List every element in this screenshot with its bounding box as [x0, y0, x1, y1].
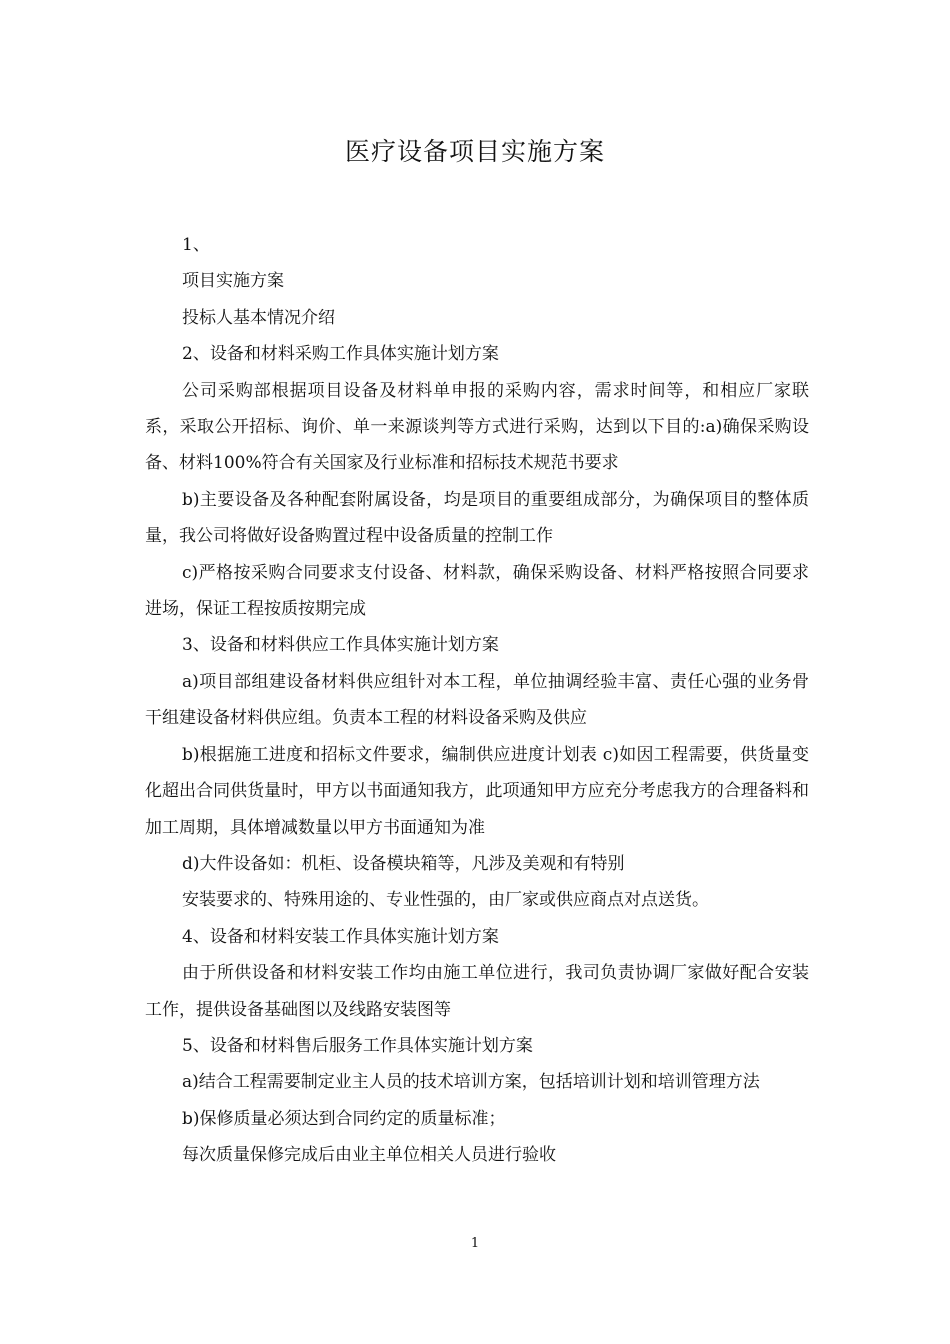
paragraph: a)结合工程需要制定业主人员的技术培训方案，包括培训计划和培训管理方法 [182, 1072, 760, 1093]
section-heading: 3、设备和材料供应工作具体实施计划方案 [182, 635, 499, 656]
paragraph: 项目实施方案 [182, 271, 284, 292]
paragraph: b)保修质量必须达到合同约定的质量标准； [182, 1108, 506, 1129]
paragraph: d)大件设备如：机柜、设备模块箱等，凡涉及美观和有特别 [182, 853, 625, 874]
document-body [145, 227, 809, 1174]
paragraph: 每次质量保修完成后由业主单位相关人员进行验收 [182, 1145, 556, 1166]
paragraph: 安装要求的、特殊用途的、专业性强的，由厂家或供应商点对点送货。 [182, 890, 709, 911]
paragraph: 1、 [182, 235, 210, 255]
page-number: 1 [470, 1236, 480, 1251]
paragraph: a)项目部组建设备材料供应组针对本工程，单位抽调经验丰富、责任心强的业务骨干组建设备材料供应组。负责本工程的材料设备采购及供应 [145, 671, 809, 729]
section-heading: 2、设备和材料采购工作具体实施计划方案 [182, 344, 499, 365]
paragraph: c)严格按采购合同要求支付设备、材料款，确保采购设备、材料严格按照合同要求进场，保证工程按质按期完成 [145, 562, 809, 620]
paragraph: b)主要设备及各种配套附属设备，均是项目的重要组成部分，为确保项目的整体质量，我公司将做好设备购置过程中设备质量的控制工作 [145, 489, 809, 547]
section-heading: 5、设备和材料售后服务工作具体实施计划方案 [182, 1035, 533, 1056]
document-title: 医疗设备项目实施方案 [344, 137, 605, 166]
paragraph: 公司采购部根据项目设备及材料单申报的采购内容，需求时间等，和相应厂家联系，采取公开招标、询价、单一来源谈判等方式进行采购，达到以下目的:a)确保采购设备、材料100%符合有关国家及行业标准和招标技术规范书要求 [145, 380, 809, 474]
section-heading: 4、设备和材料安装工作具体实施计划方案 [182, 926, 499, 947]
paragraph: b)根据施工进度和招标文件要求，编制供应进度计划表 c)如因工程需要，供货量变化超出合同供货量时，甲方以书面通知我方，此项通知甲方应充分考虑我方的合理备料和加工周期，具体增减数量以甲方书面通知为准 [145, 744, 809, 838]
paragraph: 投标人基本情况介绍 [182, 307, 335, 328]
paragraph: 由于所供设备和材料安装工作均由施工单位进行，我司负责协调厂家做好配合安装工作，提供设备基础图以及线路安装图等 [145, 963, 809, 1020]
